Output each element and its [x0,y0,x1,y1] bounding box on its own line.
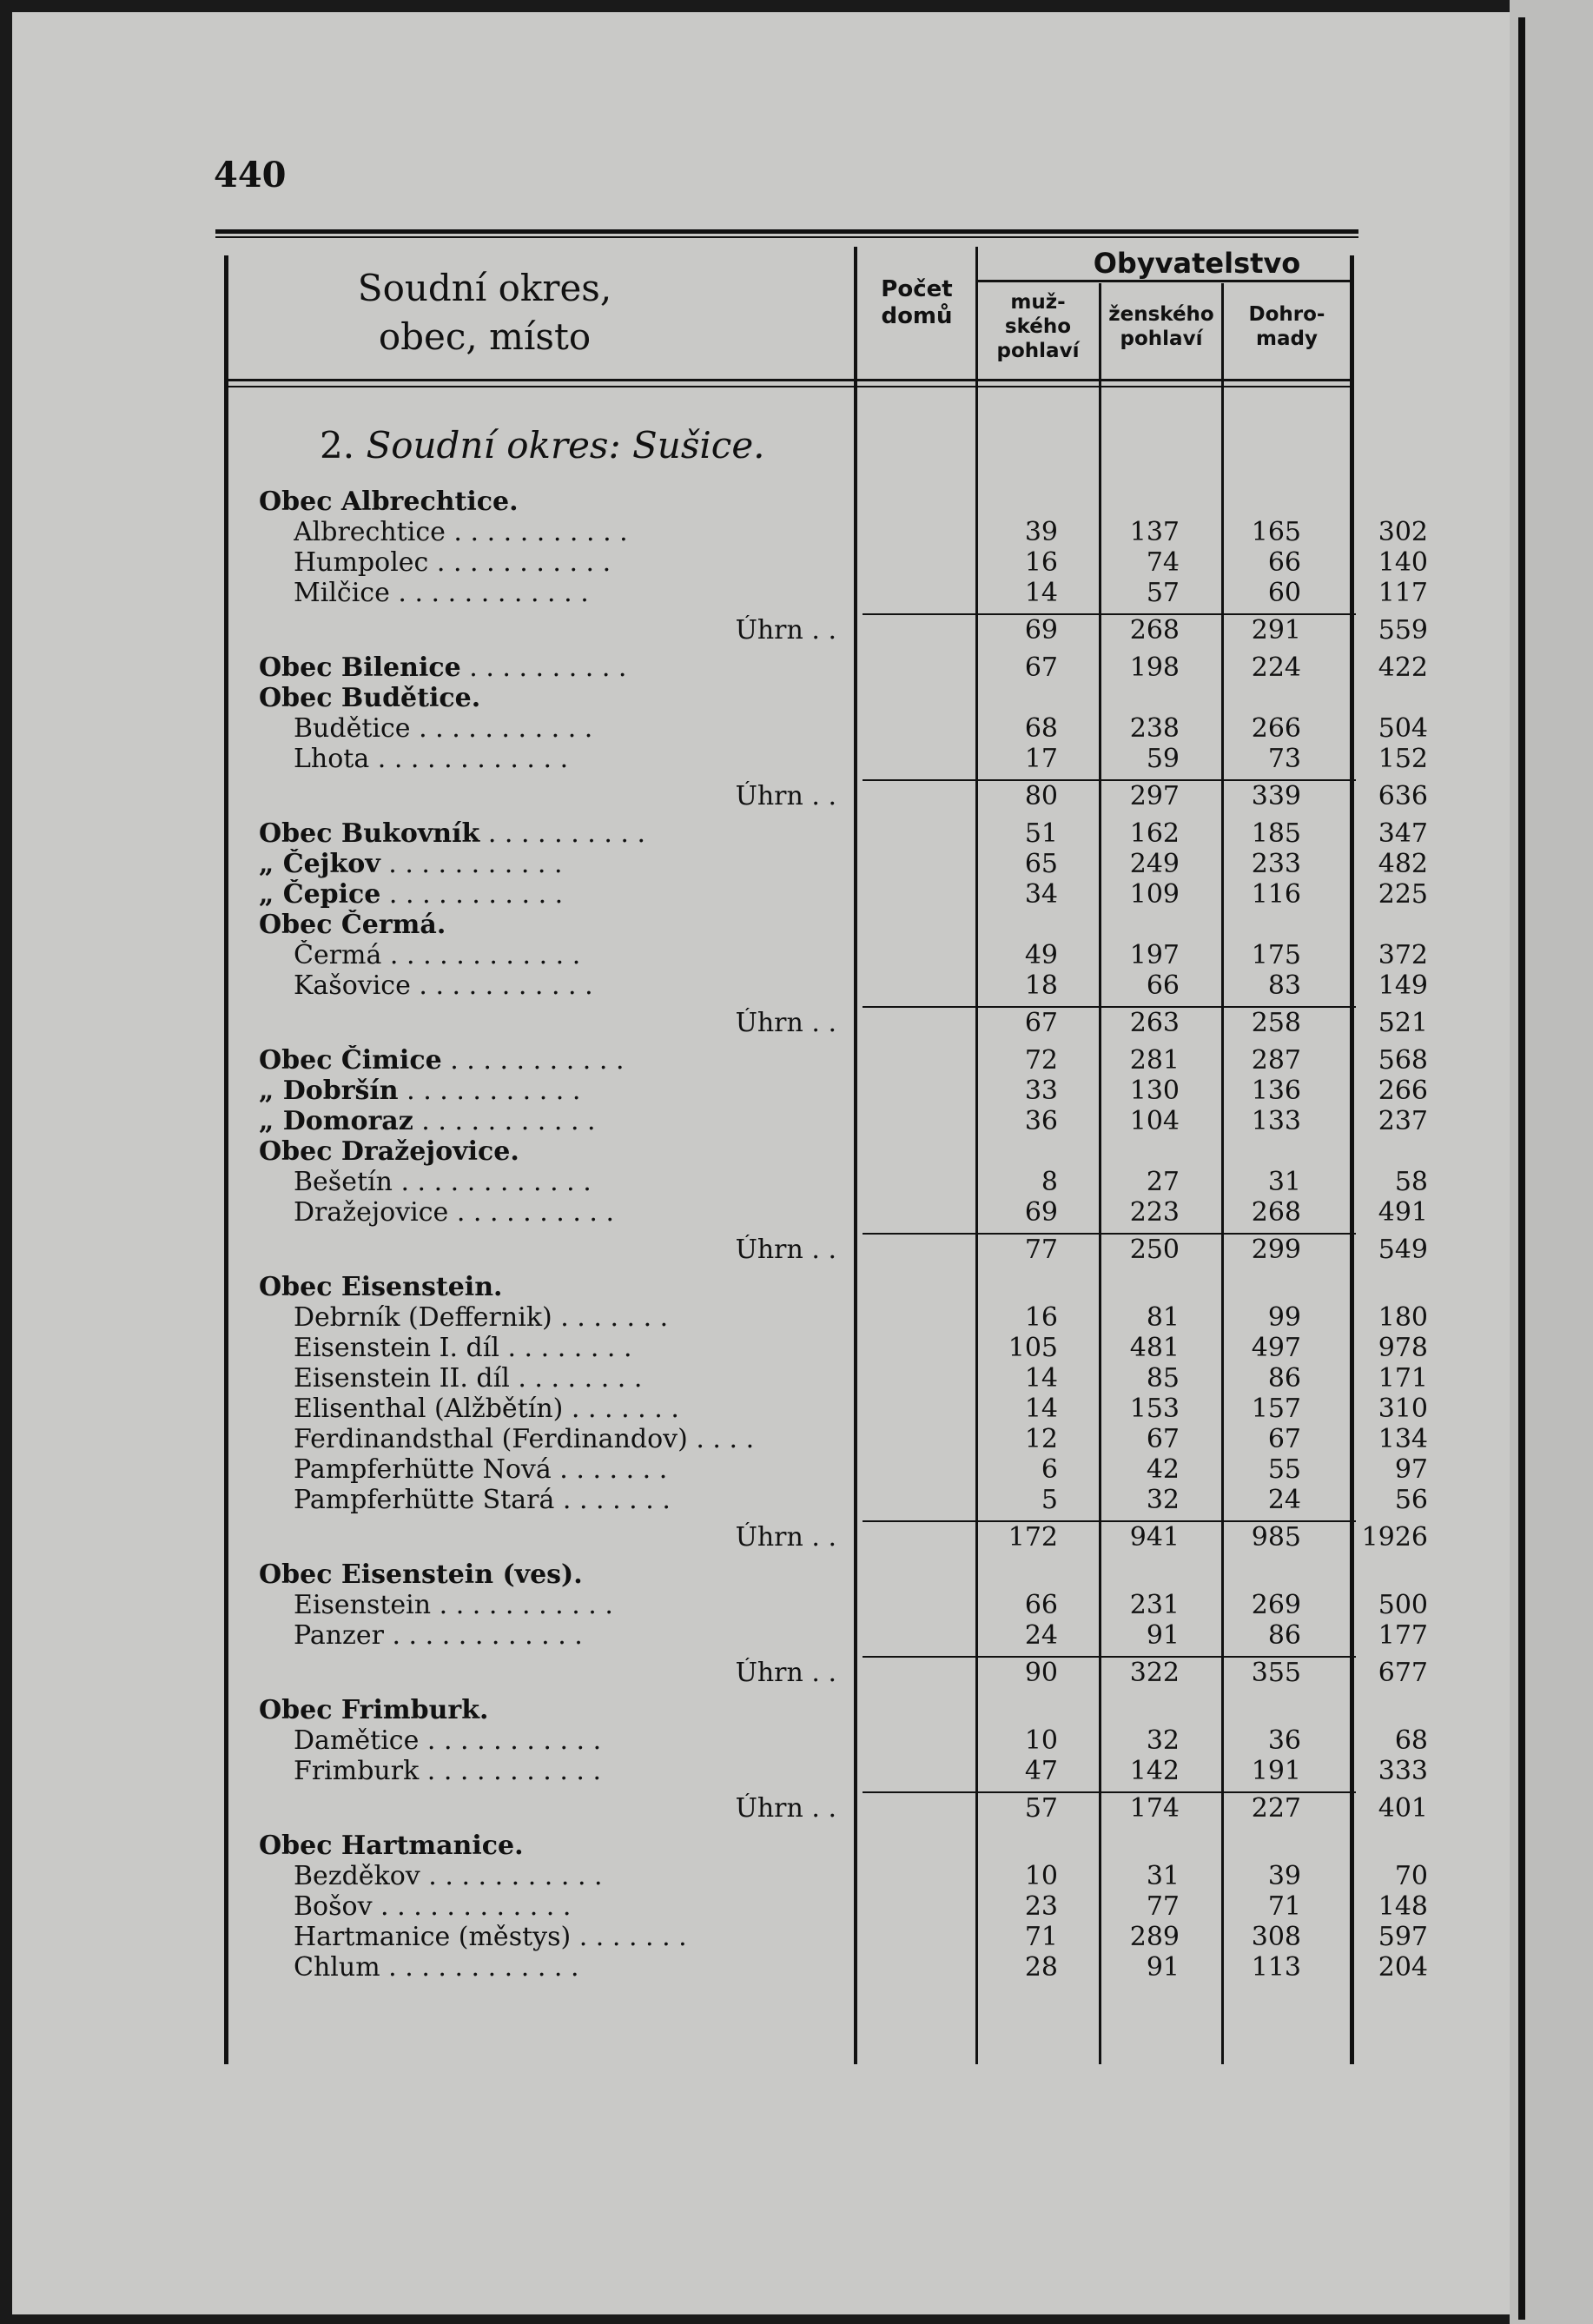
male-value: 59 [1146,744,1180,774]
row-label: Obec Bilenice . . . . . . . . . . [259,652,627,683]
total-value: 347 [1378,818,1428,849]
female-value: 269 [1251,1590,1301,1620]
houses-value: 33 [1024,1076,1058,1106]
section-title: 2. Soudní okres: Sušice. [320,424,765,467]
total-value: 149 [1378,970,1428,1001]
total-value: 677 [1378,1658,1428,1688]
table-row [215,1725,1428,1757]
row-label: Elisenthal (Alžbětín) . . . . . . . [294,1394,679,1424]
female-value: 985 [1251,1522,1301,1553]
male-value: 238 [1129,713,1180,744]
total-row [215,1008,1428,1039]
male-value: 66 [1146,970,1180,1001]
male-value: 137 [1129,517,1180,547]
houses-value: 77 [1024,1235,1058,1265]
houses-value: 36 [1024,1106,1058,1136]
total-value: 333 [1378,1756,1428,1786]
female-value: 175 [1251,940,1301,970]
female-value: 86 [1267,1620,1301,1651]
female-value: 136 [1251,1076,1301,1106]
table-row [215,1831,1358,1862]
population-table [215,229,1428,2064]
row-label: Úhrn . . [735,1008,836,1038]
table-row [215,1891,1428,1923]
male-value: 142 [1129,1756,1180,1786]
male-value: 268 [1129,615,1180,646]
total-value: 204 [1378,1952,1428,1983]
male-value: 281 [1129,1045,1180,1076]
female-value: 224 [1251,652,1301,683]
total-value: 180 [1378,1302,1428,1333]
table-row [215,1394,1428,1425]
houses-value: 16 [1024,1302,1058,1333]
row-label: „ Dobršín . . . . . . . . . . . [259,1076,581,1106]
row-label: Obec Frimburk. [259,1695,489,1725]
table-row [215,1136,1358,1168]
male-value: 198 [1129,652,1180,683]
female-value: 86 [1267,1363,1301,1394]
total-value: 500 [1378,1590,1428,1620]
female-value: 24 [1267,1485,1301,1515]
row-label: Albrechtice . . . . . . . . . . . [294,517,628,547]
female-value: 73 [1267,744,1301,774]
houses-value: 90 [1024,1658,1058,1688]
male-value: 231 [1129,1590,1180,1620]
male-value: 32 [1146,1485,1180,1515]
total-value: 504 [1378,713,1428,744]
total-value: 302 [1378,517,1428,547]
female-value: 31 [1267,1167,1301,1197]
male-value: 91 [1146,1620,1180,1651]
male-value: 109 [1129,879,1180,910]
houses-value: 65 [1024,849,1058,879]
male-value: 27 [1146,1167,1180,1197]
houses-value: 23 [1024,1891,1058,1922]
table-row [215,1363,1428,1394]
male-value: 104 [1129,1106,1180,1136]
total-value: 636 [1378,781,1428,811]
male-value: 941 [1129,1522,1180,1553]
female-value: 299 [1251,1235,1301,1265]
total-rule [863,1233,1356,1235]
row-label: Pampferhütte Stará . . . . . . . [294,1485,671,1515]
total-value: 56 [1394,1485,1428,1515]
row-label: Milčice . . . . . . . . . . . . [294,578,589,608]
table-row [215,1695,1358,1726]
total-value: 559 [1378,615,1428,646]
female-value: 165 [1251,517,1301,547]
houses-value: 39 [1024,517,1058,547]
female-value: 67 [1267,1424,1301,1454]
male-value: 197 [1129,940,1180,970]
table-row [215,487,1358,518]
female-value: 133 [1251,1106,1301,1136]
total-value: 597 [1378,1922,1428,1952]
row-label: Eisenstein . . . . . . . . . . . [294,1590,613,1620]
total-value: 491 [1378,1197,1428,1228]
total-value: 372 [1378,940,1428,970]
female-value: 227 [1251,1793,1301,1824]
houses-value: 16 [1024,547,1058,578]
total-rule [863,779,1356,781]
row-label: Pampferhütte Nová . . . . . . . [294,1454,668,1485]
female-value: 39 [1267,1861,1301,1891]
total-value: 1926 [1361,1522,1428,1553]
female-value: 497 [1251,1333,1301,1363]
total-rule [863,1791,1356,1793]
total-value: 58 [1394,1167,1428,1197]
total-value: 117 [1378,578,1428,608]
total-value: 310 [1378,1394,1428,1424]
male-value: 250 [1129,1235,1180,1265]
female-value: 66 [1267,547,1301,578]
row-label: Bošov . . . . . . . . . . . . [294,1891,572,1922]
table-row [215,1861,1428,1892]
row-label: Čermá . . . . . . . . . . . . [294,940,581,970]
row-label: Lhota . . . . . . . . . . . . [294,744,569,774]
male-value: 85 [1146,1363,1180,1394]
total-value: 422 [1378,652,1428,683]
row-label: „ Čepice . . . . . . . . . . . [259,879,564,910]
table-row [215,1756,1428,1787]
female-value: 99 [1267,1302,1301,1333]
table-row [215,910,1358,941]
male-value: 91 [1146,1952,1180,1983]
table-row [215,879,1428,910]
row-label: „ Čejkov . . . . . . . . . . . [259,849,563,879]
female-value: 157 [1251,1394,1301,1424]
table-row [215,970,1428,1002]
female-value: 116 [1251,879,1301,910]
male-value: 31 [1146,1861,1180,1891]
male-value: 223 [1129,1197,1180,1228]
male-value: 153 [1129,1394,1180,1424]
houses-value: 67 [1024,652,1058,683]
female-value: 287 [1251,1045,1301,1076]
table-row [215,1076,1428,1107]
houses-value: 69 [1024,1197,1058,1228]
table-row [215,517,1428,548]
total-row [215,1522,1428,1553]
row-label: Úhrn . . [735,1522,836,1553]
female-value: 258 [1251,1008,1301,1038]
column-group-population: Obyvatelstvo [1093,247,1301,280]
column-header-female: ženského pohlaví [1108,303,1214,350]
houses-value: 47 [1024,1756,1058,1786]
total-value: 568 [1378,1045,1428,1076]
table-row [215,1454,1428,1486]
row-label: Obec Eisenstein (ves). [259,1559,583,1590]
table-row [215,1485,1428,1516]
houses-value: 14 [1024,1363,1058,1394]
table-row [215,1167,1428,1198]
row-label: „ Domoraz . . . . . . . . . . . [259,1106,596,1136]
row-label: Eisenstein II. díl . . . . . . . . [294,1363,643,1394]
female-value: 266 [1251,713,1301,744]
female-value: 36 [1267,1725,1301,1756]
houses-value: 6 [1041,1454,1058,1485]
row-label: Frimburk . . . . . . . . . . . [294,1756,602,1786]
row-label: Úhrn . . [735,781,836,811]
total-value: 68 [1394,1725,1428,1756]
houses-value: 28 [1024,1952,1058,1983]
row-label: Eisenstein I. díl . . . . . . . . [294,1333,632,1363]
total-value: 521 [1378,1008,1428,1038]
female-value: 339 [1251,781,1301,811]
male-value: 74 [1146,547,1180,578]
row-label: Hartmanice (městys) . . . . . . . [294,1922,687,1952]
row-label: Obec Čermá. [259,910,446,940]
table-row [215,1106,1428,1137]
male-value: 481 [1129,1333,1180,1363]
table-row [215,1952,1428,1983]
male-value: 249 [1129,849,1180,879]
total-value: 97 [1394,1454,1428,1485]
row-label: Debrník (Deffernik) . . . . . . . [294,1302,669,1333]
total-value: 177 [1378,1620,1428,1651]
page-number: 440 [214,155,287,195]
male-value: 81 [1146,1302,1180,1333]
female-value: 191 [1251,1756,1301,1786]
row-label: Bešetín . . . . . . . . . . . . [294,1167,592,1197]
houses-value: 51 [1024,818,1058,849]
total-row [215,1235,1428,1266]
row-label: Kašovice . . . . . . . . . . . [294,970,593,1001]
male-value: 162 [1129,818,1180,849]
table-row [215,1045,1428,1076]
row-label: Obec Čimice . . . . . . . . . . . [259,1045,625,1076]
row-label: Damětice . . . . . . . . . . . [294,1725,602,1756]
female-value: 355 [1251,1658,1301,1688]
total-value: 401 [1378,1793,1428,1824]
male-value: 263 [1129,1008,1180,1038]
table-row [215,713,1428,745]
houses-value: 49 [1024,940,1058,970]
houses-value: 105 [1008,1333,1058,1363]
table-row [215,1620,1428,1652]
male-value: 297 [1129,781,1180,811]
column-header-total: Dohro- mady [1248,303,1325,350]
table-row [215,940,1428,971]
female-value: 268 [1251,1197,1301,1228]
table-row [215,818,1428,850]
column-header-houses: Počet domů [881,276,953,329]
houses-value: 80 [1024,781,1058,811]
male-value: 130 [1129,1076,1180,1106]
total-value: 482 [1378,849,1428,879]
row-label: Úhrn . . [735,1658,836,1688]
row-label: Budětice . . . . . . . . . . . [294,713,593,744]
houses-value: 67 [1024,1008,1058,1038]
houses-value: 18 [1024,970,1058,1001]
table-row [215,1424,1428,1455]
male-value: 289 [1129,1922,1180,1952]
houses-value: 72 [1024,1045,1058,1076]
houses-value: 5 [1041,1485,1058,1515]
total-value: 134 [1378,1424,1428,1454]
female-value: 308 [1251,1922,1301,1952]
total-value: 152 [1378,744,1428,774]
total-row [215,615,1428,646]
column-header-place: Soudní okres, obec, místo [357,267,612,358]
houses-value: 172 [1008,1522,1058,1553]
total-value: 549 [1378,1235,1428,1265]
column-header-male: muž- ského pohlaví [996,291,1080,362]
houses-value: 34 [1024,879,1058,910]
houses-value: 10 [1024,1861,1058,1891]
total-value: 237 [1378,1106,1428,1136]
houses-value: 12 [1024,1424,1058,1454]
female-value: 60 [1267,578,1301,608]
table-row [215,1333,1428,1364]
houses-value: 24 [1024,1620,1058,1651]
table-row [215,547,1428,579]
total-value: 171 [1378,1363,1428,1394]
houses-value: 66 [1024,1590,1058,1620]
female-value: 291 [1251,615,1301,646]
table-row [215,1272,1358,1303]
table-row [215,1197,1428,1228]
total-value: 70 [1394,1861,1428,1891]
houses-value: 10 [1024,1725,1058,1756]
female-value: 55 [1267,1454,1301,1485]
male-value: 67 [1146,1424,1180,1454]
male-value: 42 [1146,1454,1180,1485]
facing-page-edge [1510,0,1593,2324]
male-value: 174 [1129,1793,1180,1824]
female-value: 71 [1267,1891,1301,1922]
row-label: Bezděkov . . . . . . . . . . . [294,1861,603,1891]
houses-value: 68 [1024,713,1058,744]
total-rule [863,1656,1356,1658]
row-label: Obec Dražejovice. [259,1136,519,1167]
row-label: Úhrn . . [735,615,836,646]
houses-value: 14 [1024,578,1058,608]
female-value: 83 [1267,970,1301,1001]
total-rule [863,1006,1356,1008]
row-label: Obec Budětice. [259,683,481,713]
row-label: Obec Albrechtice. [259,487,519,517]
houses-value: 17 [1024,744,1058,774]
total-value: 148 [1378,1891,1428,1922]
row-label: Dražejovice . . . . . . . . . . [294,1197,615,1228]
houses-value: 14 [1024,1394,1058,1424]
total-rule [863,1520,1356,1522]
total-rule [863,613,1356,615]
table-row [215,652,1428,684]
row-label: Obec Hartmanice. [259,1831,524,1861]
total-value: 266 [1378,1076,1428,1106]
houses-value: 69 [1024,615,1058,646]
houses-value: 8 [1041,1167,1058,1197]
table-row [215,1590,1428,1621]
table-row [215,1922,1428,1953]
male-value: 32 [1146,1725,1180,1756]
male-value: 77 [1146,1891,1180,1922]
male-value: 57 [1146,578,1180,608]
total-row [215,781,1428,812]
total-value: 140 [1378,547,1428,578]
total-value: 978 [1378,1333,1428,1363]
table-row [215,849,1428,880]
female-value: 185 [1251,818,1301,849]
row-label: Humpolec . . . . . . . . . . . [294,547,611,578]
row-label: Chlum . . . . . . . . . . . . [294,1952,579,1983]
table-row [215,744,1428,775]
row-label: Obec Bukovník . . . . . . . . . . [259,818,646,849]
table-row [215,1559,1358,1591]
table-row [215,1302,1428,1334]
total-row [215,1658,1428,1689]
total-row [215,1793,1428,1824]
row-label: Panzer . . . . . . . . . . . . [294,1620,583,1651]
male-value: 322 [1129,1658,1180,1688]
table-row [215,578,1428,609]
row-label: Obec Eisenstein. [259,1272,503,1302]
table-row [215,683,1358,714]
female-value: 113 [1251,1952,1301,1983]
row-label: Úhrn . . [735,1235,836,1265]
row-label: Ferdinandsthal (Ferdinandov) . . . . [294,1424,755,1454]
houses-value: 71 [1024,1922,1058,1952]
houses-value: 57 [1024,1793,1058,1824]
row-label: Úhrn . . [735,1793,836,1824]
total-value: 225 [1378,879,1428,910]
female-value: 233 [1251,849,1301,879]
